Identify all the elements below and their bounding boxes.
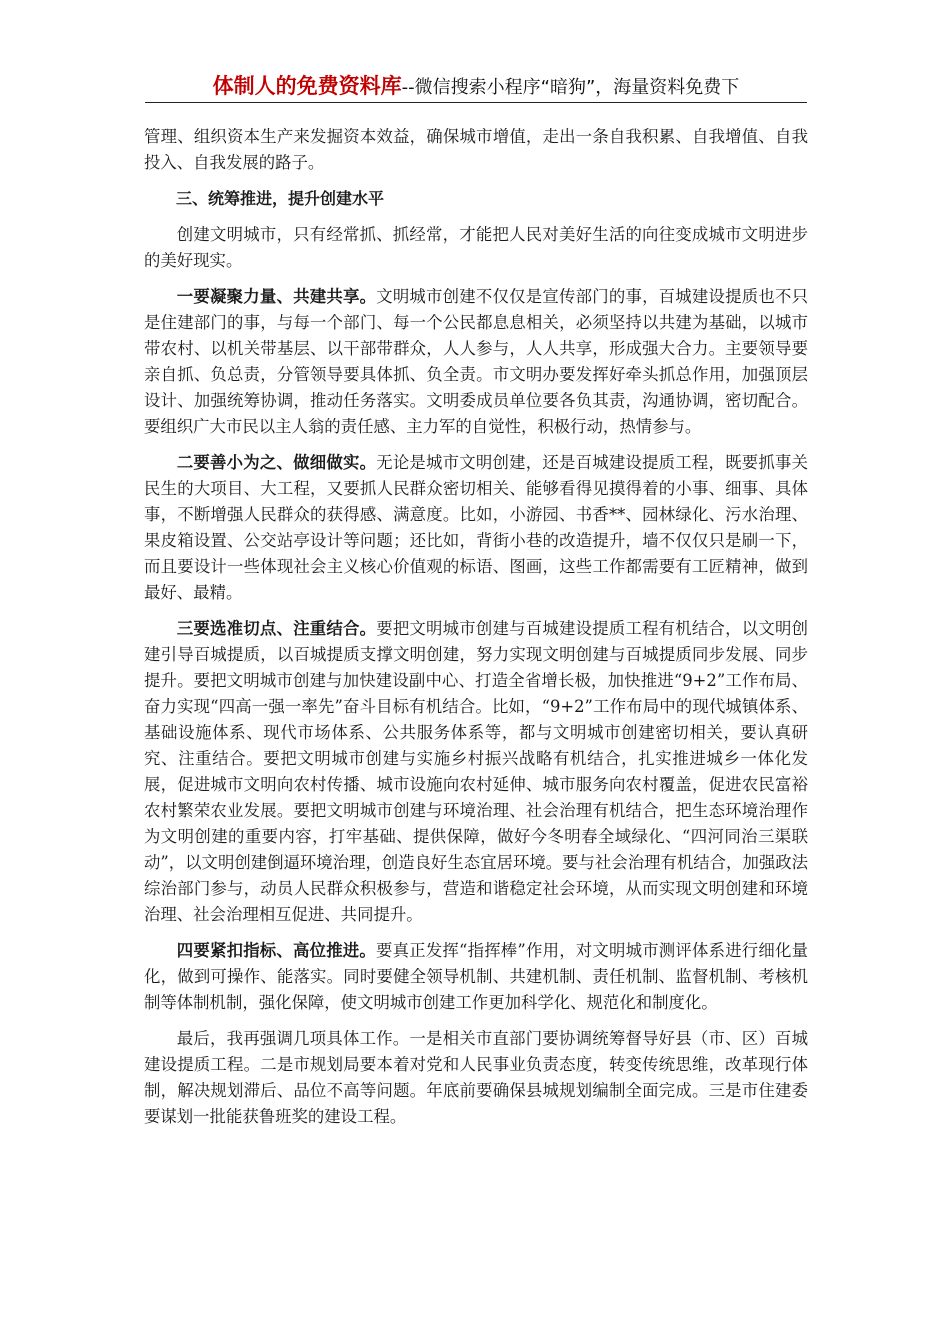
- point-2-body: 无论是城市文明创建，还是百城建设提质工程，既要抓事关民生的大项目、大工程，又要抓人民群众密切相关、能够看得见摸得着的小事、细事、具体事，不断增强人民群众的获得感、满意度。比如，小游园、书香**、园林绿化、污水治理、果皮箱设置、公交站亭设计等问题；还比如，背街小巷的改造提升，墙不仅仅只是刷一下，而且要设计一些体现社会主义核心价值观的标语、图画，这些工作都需要有工匠精神，做到最好、最精。: [144, 453, 809, 602]
- paragraph-continuation: 管理、组织资本生产来发掘资本效益，确保城市增值，走出一条自我积累、自我增值、自我投入、自我发展的路子。: [144, 127, 808, 172]
- paragraph-point-3: [144, 616, 808, 928]
- header-tagline: --微信搜索小程序“暗狗”，海量资料免费下: [401, 77, 740, 98]
- point-1-body: 文明城市创建不仅仅是宣传部门的事，百城建设提质也不只是住建部门的事，与每一个部门、每一个公民都息息相关，必须坚持以共建为基础，以城市带农村、以机关带基层、以干部带群众，人人参与，人人共享，形成强大合力。主要领导要亲自抓、负总责，分管领导要具体抓、负全责。市文明办要发挥好牵头抓总作用，加强顶层设计、加强统筹协调，推动任务落实。文明委成员单位要各负其责，沟通协调，密切配合。要组织广大市民以主人翁的责任感、主力军的自觉性，积极行动，热情参与。: [144, 287, 809, 436]
- point-3-body: 要把文明城市创建与百城建设提质工程有机结合，以文明创建引导百城提质，以百城提质支撑文明创建，努力实现文明创建与百城提质同步发展、同步提升。要把文明城市创建与加快建设副中心、打造全省增长极，加快推进“9+2”工作布局、奋力实现“四高一强一率先”奋斗目标有机结合。比如，“9+2”工作布局中的现代城镇体系、基础设施体系、现代市场体系、公共服务体系等，都与文明城市创建密切相关，要认真研究、注重结合。要把文明城市创建与实施乡村振兴战略有机结合，扎实推进城乡一体化发展，促进城市文明向农村传播、城市设施向农村延伸、城市服务向农村覆盖，促进农民富裕农村繁荣农业发展。要把文明城市创建与环境治理、社会治理有机结合，把生态环境治理作为文明创建的重要内容，打牢基础、提供保障，做好今冬明春全域绿化、“四河同治三渠联动”，以文明创建倒逼环境治理，创造良好生态宜居环境。要与社会治理有机结合，加强政法综治部门参与，动员人民群众积极参与，营造和谐稳定社会环境，从而实现文明创建和环境治理、社会治理相互促进、共同提升。: [144, 619, 809, 924]
- point-2-lead: 二要善小为之、做细做实。: [176, 453, 377, 472]
- paragraph-point-1: [144, 284, 808, 440]
- page-header: [145, 70, 807, 103]
- paragraph-point-4: [144, 938, 808, 1016]
- document-body: [144, 124, 808, 1140]
- header-brand: 体制人的免费资料库: [212, 74, 402, 98]
- point-4-body: 要真正发挥“指挥棒”作用，对文明城市测评体系进行细化量化，做到可操作、能落实。同时要健全领导机制、共建机制、责任机制、监督机制、考核机制等体制机制，强化保障，使文明城市创建工作更加科学化、规范化和制度化。: [144, 941, 809, 1012]
- paragraph-point-2: [144, 450, 808, 606]
- point-1-lead: 一要凝聚力量、共建共享。: [176, 287, 377, 306]
- section-heading: 三、统筹推进，提升创建水平: [176, 189, 385, 208]
- paragraph-intro: 创建文明城市，只有经常抓、抓经常，才能把人民对美好生活的向往变成城市文明进步的美好现实。: [144, 225, 808, 270]
- point-3-lead: 三要选准切点、注重结合。: [176, 619, 377, 638]
- paragraph-closing: 最后，我再强调几项具体工作。一是相关市直部门要协调统筹督导好县（市、区）百城建设提质工程。二是市规划局要本着对党和人民事业负责态度，转变传统思维，改革现行体制，解决规划滞后、品位不高等问题。年底前要确保县城规划编制全面完成。三是市住建委要谋划一批能获鲁班奖的建设工程。: [144, 1029, 808, 1126]
- point-4-lead: 四要紧扣指标、高位推进。: [176, 941, 377, 960]
